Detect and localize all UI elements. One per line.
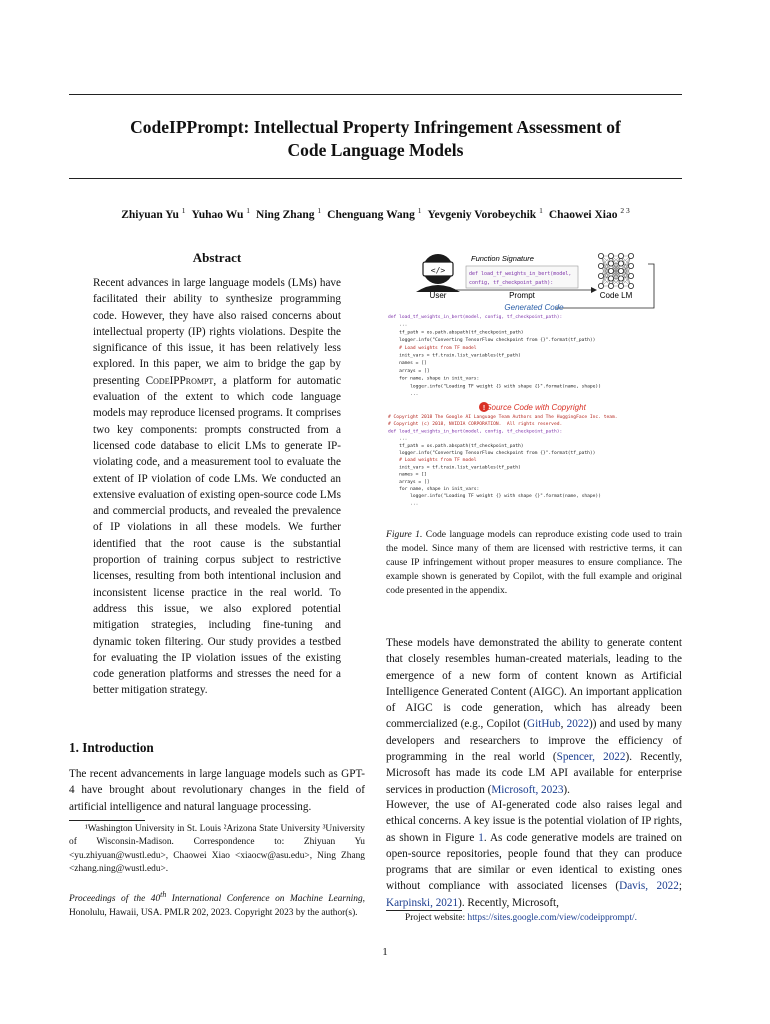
code-line: names = []: [388, 361, 427, 367]
svg-text:</>: </>: [430, 266, 446, 275]
affiliations-footnote: ¹Washington University in St. Louis ²Arizona State University ³University of Wisconsin-Madison. Correspondence to: Zhiyuan Yu <yu.zhiyuan@wustl.edu>, Chaowei Xiao <xiaocw@asu.edu>, Ning Zhang <zhang.ning@wustl.edu>.: [69, 824, 365, 875]
author-name: Chenguang Wang $^1$: [327, 206, 422, 221]
code-line: ...: [388, 392, 419, 397]
code-line: arrays = []: [388, 479, 430, 485]
code-line: ...: [388, 436, 408, 442]
proceedings-note: Proceedings of the 40th International Conference on Machine Learning, Honolulu, Hawaii, USA. PMLR 202, 2023. Copyright 2023 by the author(s).: [69, 890, 365, 918]
code-line: names = []: [388, 472, 427, 478]
title-line-2: Code Language Models: [287, 140, 464, 160]
signature-line-2: config, tf_checkpoint_path):: [469, 280, 554, 286]
footnote-rule: [69, 820, 145, 821]
generated-code-label: Generated Code: [504, 303, 564, 312]
code-line: init_vars = tf.train.list_variables(tf_path): [388, 353, 521, 359]
code-line: arrays = []: [388, 368, 430, 374]
source-code-block: [388, 414, 618, 506]
code-line: def load_tf_weights_in_bert(model, config, tf_checkpoint_path):: [388, 429, 563, 435]
section-heading-introduction: 1. Introduction: [69, 740, 154, 755]
neural-network-icon: [598, 253, 633, 288]
code-line: logger.info("Converting TensorFlow checkpoint from {}".format(tf_path)): [388, 451, 596, 456]
author-name: Chaowei Xiao $^{2 3}$: [548, 206, 630, 221]
code-line: logger.info("Loading TF weight {} with shape {}".format(name, shape)): [388, 384, 601, 390]
code-line: for name, shape in init_vars:: [388, 487, 480, 492]
citation-link[interactable]: Karpinski, 2021: [386, 896, 459, 909]
code-line: # Load weights from TF model: [388, 345, 477, 351]
citation-link[interactable]: 2022: [566, 718, 589, 731]
code-line: logger.info("Converting TensorFlow checkpoint from {}".format(tf_path)): [388, 338, 596, 344]
title-line-1: CodeIPPrompt: Intellectual Property Infringement Assessment of: [130, 117, 621, 137]
footnote-rule: [386, 910, 462, 911]
codelm-label: Code LM: [599, 291, 633, 300]
author-list: [69, 206, 682, 221]
prompt-label: Prompt: [509, 291, 535, 300]
author-name: Yuhao Wu $^1$: [191, 206, 251, 221]
citation-link[interactable]: GitHub: [527, 718, 561, 731]
code-line: # Copyright 2018 The Google AI Language Team Authors and The HuggingFace Inc. team.: [388, 415, 618, 420]
code-line: tf_path = os.path.abspath(tf_checkpoint_path): [388, 330, 524, 336]
arrow-head-icon: [591, 287, 597, 293]
code-line: init_vars = tf.train.list_variables(tf_path): [388, 465, 521, 471]
author-name: Yevgeniy Vorobeychik $^1$: [427, 206, 543, 221]
intro-paragraph: The recent advancements in large language models such as GPT-4 have brought about revolutionary changes in the field of artificial intelligence and natural language processing.: [69, 768, 365, 813]
system-name: CodeIPPrompt: [145, 374, 214, 387]
figure-caption: Figure 1. Code language models can reproduce existing code used to train the model. Since many of them are licensed with restrictive terms, it can cause IP infringement without proper measures to ensure compliance. The example shown is generated by Copilot, with the full example and original code presented in the appendix.: [386, 529, 682, 596]
paper-title: [69, 116, 682, 162]
code-line: ...: [388, 322, 408, 328]
title-rule-bottom: [69, 178, 682, 179]
author-name: Zhiyuan Yu $^1$: [121, 206, 186, 221]
citation-link[interactable]: Spencer, 2022: [556, 751, 626, 764]
citation-link[interactable]: Microsoft, 2023: [491, 783, 564, 796]
author-name: Ning Zhang $^1$: [256, 206, 322, 221]
code-line: ...: [388, 501, 419, 507]
project-website-footnote: Project website: https://sites.google.com/view/codeipprompt/.: [405, 913, 638, 923]
code-line: logger.info("Loading TF weight {} with shape {}".format(name, shape)): [388, 494, 601, 500]
code-line: tf_path = os.path.abspath(tf_checkpoint_path): [388, 443, 524, 449]
user-icon: [416, 254, 460, 292]
figure-1: [386, 244, 682, 514]
source-code-label: Source Code with Copyright: [486, 403, 586, 412]
page-number: 1: [382, 946, 388, 958]
abstract-text: Recent advances in large language models (LMs) have facilitated their ability to synthesize programming code. However, they have also raised concerns about intellectual property (IP) rights violations. Despite the significance of this issue, it has been relatively less explored. In this paper, we aim to bridge the gap by presenting CodeIPPrompt, a platform for automatic evaluation of the extent to which code language models may reproduce licensed programs. It comprises two key components: prompts constructed from a licensed code database to elicit LMs to generate IP-violating code, and a measurement tool to evaluate the extent of IP violation of code LMs. We conducted an extensive evaluation of existing open-source code LMs and commercial products, and revealed the prevalence of IP violations in all these models. We further identified that the root cause is the substantial proportion of training corpus subject to restrictive licenses, resulting from both intentional inclusion and inconsistent license practice in the real world. To address this issue, we also explored potential mitigation strategies, including fine-tuning and dynamic token filtering. Our study provides a testbed for evaluating the IP violation issues of the existing code generation platforms and stresses the need for a better mitigation strategy.: [93, 277, 341, 697]
abstract-heading: Abstract: [192, 250, 242, 265]
project-website-link[interactable]: https://sites.google.com/view/codeipprompt/.: [467, 913, 638, 923]
function-signature-label: Function Signature: [471, 254, 534, 263]
code-line: # Copyright (c) 2018, NVIDIA CORPORATION. All rights reserved.: [388, 422, 563, 428]
warning-glyph: !: [482, 405, 486, 412]
generated-code-block: [388, 314, 601, 397]
title-rule-top: [69, 94, 682, 95]
signature-line-1: def load_tf_weights_in_bert(model,: [469, 271, 572, 277]
right-paragraph-1: These models have demonstrated the ability to generate content that closely resembles human-created materials, leading to the emergence of a new form of content known as Artificial Intelligence Generated Content (AIGC). An important application of AIGC is code generation, which has already been commercialized (e.g., Copilot (GitHub, 2022)) and used by many developers and researchers to improve the efficiency of programming in the real world (Spencer, 2022). Recently, Microsoft has made its code LM API available for enterprise services in production (Microsoft, 2023).: [386, 637, 683, 796]
citation-link[interactable]: Davis, 2022: [619, 880, 679, 893]
code-line: # Load weights from TF model: [388, 458, 477, 464]
code-line: for name, shape in init_vars:: [388, 376, 480, 382]
code-line: def load_tf_weights_in_bert(model, config, tf_checkpoint_path):: [388, 315, 563, 320]
figure-ref-link[interactable]: 1: [478, 831, 484, 844]
user-label: User: [429, 291, 447, 300]
right-paragraph-2: However, the use of AI-generated code also raises legal and ethical concerns. A key issue is the potential violation of IP rights, as shown in Figure 1. As code generative models are trained on open-source repositories, people found that they can produce programs that are similar or even identical to existing ones without compliance with associated licenses (Davis, 2022; Karpinski, 2021). Recently, Microsoft,: [386, 799, 682, 909]
